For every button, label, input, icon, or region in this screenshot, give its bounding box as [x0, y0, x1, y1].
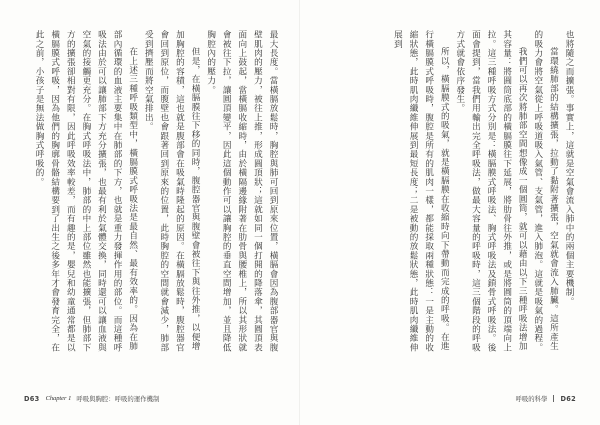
chapter-label: Chapter 1 [45, 395, 72, 402]
footer-divider [553, 395, 554, 402]
left-page-number: D63 [24, 394, 40, 403]
right-paragraph-1: 也將隨之而擴張。事實上，這就是空氣會流入肺中的兩個主要機制。 [564, 30, 574, 306]
book-title: 呼吸的科學 [515, 395, 548, 403]
left-page-footer [24, 394, 159, 403]
right-page [300, 0, 600, 425]
left-paragraph-2: 但是，在橫膈膜往下移的同時，腹腔器官與腹壁會被往下與往外推，以便增加胸腔的容積，這也就是腹部會在吸氣時隆起的原因。在橫膈放鬆時，腹腔器官會回到原位，而腹壁也會跟著回到原來的位置，此時胸腔的空間就會減少，肺部受到擠壓而將空氣排出。 [143, 30, 201, 352]
left-page-body [24, 30, 280, 352]
right-page-footer [515, 394, 576, 403]
left-paragraph-3: 在上述三種呼吸類型中，橫膈膜式呼吸法是最自然、最有效率的。因為在肺部內循環的血液主要集中在肺部的下方，也就是重力發揮作用的部位。而這種呼吸法由於可以讓肺部下方充分擴張，也最有利於氣體交換，同時還可以讓血液與空氣的接觸更充分。在胸式呼吸法中，肺部的中上部位雖然也能擴張，但肺部下方的擴張卻相對有限，因此呼吸效率較差，而有趣的是，嬰兒和幼童通常都是以橫膈膜式呼吸，因為他們的胸廓骨骼結構要到了出生之後多年才會發育完全，在此之前，小孩子是無法做胸式呼吸的。 [34, 30, 138, 352]
right-page-number: D62 [560, 394, 576, 403]
left-paragraph-1: 最大長度。當橫膈放鬆時，胸腔與肺可回到原來位置，橫膈會因為腹部器官與腹壁肌肉的壓力，被往上推，形成圓頂狀；這就如同一個打開的降落傘，其圓頂表面向上鼓起，當橫膈收縮時，由於橫隔邊緣附著在肋骨與腰椎上，所以其形狀就會被往下拉，讓圓頂變平，因此這個動作可以讓胸腔的垂直空間增加，並且降低胸腔內的壓力。 [205, 30, 278, 352]
right-paragraph-3: 我們可以再次將肺部空間想像成一個圓筒，就可以藉由以下三種呼吸法增加其容量：將圓筒底部的橫膈膜往下延展，將肋骨往外推，或是將圓筒的頂端向上拉。這三種呼吸方式分別是：橫膈膜式呼吸法、胸式呼吸法及鎖骨式呼吸法。後面會提到，當我們用輸出完全呼吸法，做最大容量的呼吸時，這三個階段的呼吸方式就會依序發生。 [454, 30, 528, 352]
chapter-title: 呼吸與胸腔：呼吸的運作機制 [76, 395, 160, 403]
right-page-body [324, 30, 576, 352]
right-paragraph-4: 所以，橫膈膜式的吸氣，就是橫膈膜在收縮時向下帶動而完成的呼吸。在進行橫膈膜式呼吸時，腹腔是所有的肌肉一樣，都能採取兩種狀態：一是主動的收縮狀態，此時肌肉纖維伸展到最短長度；二是被動的放鬆狀態，此時肌肉纖維伸展到 [392, 30, 450, 352]
right-paragraph-2: 當環繞肺部的結構擴張，拉動了黏附著擴張，空氣就會流入肺臟。這所產生的吸力會將空氣從上呼吸道吸入氣管、支氣管，進入肺泡。這就是吸氣的過程。 [532, 30, 559, 352]
